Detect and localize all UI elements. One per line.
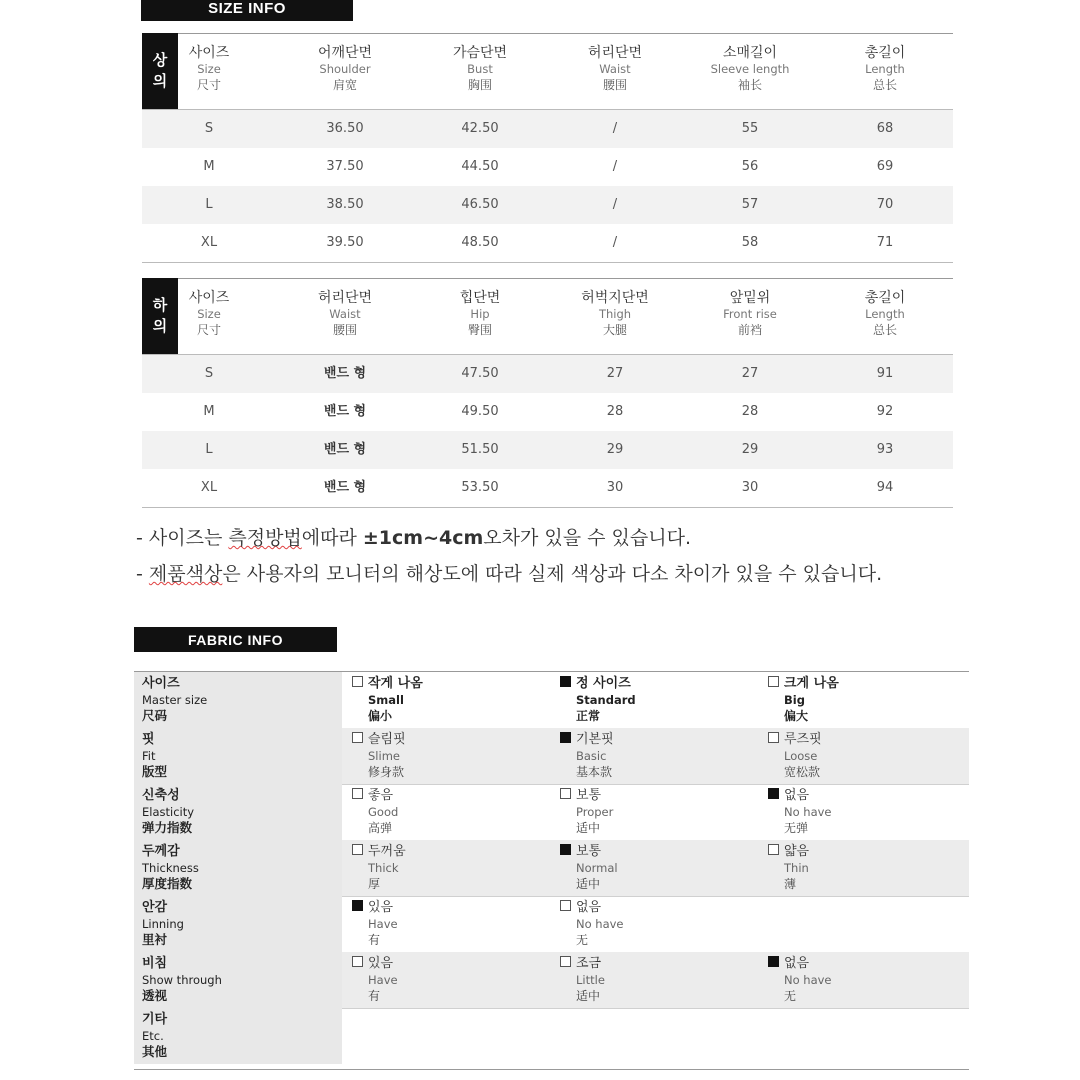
option-cn: 高弹 [368,821,393,835]
option-ko: 슬림핏 [368,732,406,747]
option-label [560,676,636,692]
header-ko: 앞밑위 [729,290,771,306]
column-header [134,290,284,338]
option-label [560,788,613,804]
fabric-row-label [134,840,342,896]
fabric-row-label [134,896,342,952]
label-en: Fit [142,749,156,763]
table-row [142,355,953,393]
option-en: No have [576,917,624,931]
option-cn: 无 [576,933,589,947]
label-ko: 핏 [142,732,155,747]
option-label [560,956,605,972]
label-ko: 기타 [142,1012,168,1027]
fabric-info-title: FABRIC INFO [134,627,337,652]
table-cell: 밴드 형 [323,366,367,381]
table-cell: 68 [876,121,894,136]
option-en: Have [368,973,398,987]
label-en: Elasticity [142,805,195,819]
size-info-title: SIZE INFO [141,0,353,21]
header-cn: 总长 [872,78,897,92]
label-text [142,900,184,948]
label-cn: 版型 [142,764,168,779]
table-cell: 밴드 형 [323,442,367,457]
table-cell: 91 [876,366,894,381]
table-cell: M [203,159,215,174]
unchecked-box-icon [560,788,571,799]
option-cn: 适中 [576,821,601,835]
table-cell: 70 [876,197,894,212]
column-header [540,45,690,93]
option-label [352,844,406,860]
option-label [352,732,406,748]
size-note: - 사이즈는 측정방법에따라 ±1cm~4cm오차가 있을 수 있습니다. [136,527,691,549]
fabric-row [134,784,969,841]
option-cn: 基本款 [576,765,613,779]
fabric-option [352,676,423,724]
unchecked-box-icon [768,732,779,743]
header-ko: 사이즈 [188,290,230,306]
option-cn: 无弹 [784,821,809,835]
option-ko: 좋음 [368,788,394,803]
tab-char: 의 [152,317,168,335]
option-en: Standard [576,693,636,707]
fabric-row-label [134,952,342,1008]
table-cell: 29 [741,442,759,457]
label-ko: 안감 [142,900,168,915]
header-en: Waist [599,62,631,76]
table-row [142,469,953,507]
fabric-row [134,896,969,953]
header-cn: 臀围 [467,323,492,337]
option-en: Thin [784,861,809,875]
table-row [142,110,953,148]
header-en: Front rise [723,307,777,321]
option-ko: 정 사이즈 [576,676,631,691]
header-cn: 胸围 [467,78,492,92]
fabric-option [352,732,406,780]
label-ko: 사이즈 [142,676,180,691]
header-ko: 힙단면 [459,290,501,306]
column-header [810,290,960,338]
fabric-row-label [134,1008,342,1064]
table-cell: L [205,442,213,457]
table-cell: 57 [741,197,759,212]
fabric-option [768,844,809,892]
option-en: Thick [368,861,399,875]
option-en: Normal [576,861,618,875]
option-cn: 无 [784,989,797,1003]
row-shade [342,840,969,896]
checked-box-icon [768,788,779,799]
header-cn: 腰围 [602,78,627,92]
column-header [405,290,555,338]
table-cell: S [204,121,214,136]
label-text [142,956,222,1004]
header-cn: 肩宽 [332,78,357,92]
fabric-option [768,956,832,1004]
label-en: Master size [142,693,208,707]
label-cn: 里衬 [142,932,168,947]
option-en: No have [784,805,832,819]
table-border [142,33,953,34]
fabric-option [560,676,636,724]
tab-char: 상 [152,51,168,69]
option-ko: 조금 [576,956,602,971]
column-header [675,45,825,93]
header-ko: 총길이 [864,45,906,61]
option-ko: 두꺼움 [368,844,406,859]
table-cell: / [612,235,618,250]
table-cell: 42.50 [461,121,499,136]
unchecked-box-icon [352,844,363,855]
option-label [352,956,398,972]
header-ko: 허리단면 [317,290,373,306]
table-cell: 92 [876,404,894,419]
row-shade [342,728,969,784]
checked-box-icon [560,732,571,743]
table-cell: 53.50 [461,480,499,495]
option-en: Slime [368,749,400,763]
table-cell: 47.50 [461,366,499,381]
option-cn: 正常 [576,709,601,723]
option-ko: 얇음 [784,844,810,859]
header-cn: 尺寸 [196,323,221,337]
option-cn: 偏大 [784,709,809,723]
header-en: Size [197,307,221,321]
table-row [142,393,953,431]
option-cn: 薄 [784,877,797,891]
table-cell: 29 [606,442,624,457]
option-cn: 厚 [368,877,381,891]
unchecked-box-icon [352,956,363,967]
table-cell: 71 [876,235,894,250]
tab-char: 하 [152,296,168,314]
fabric-option [560,732,614,780]
table-row [142,186,953,224]
fabric-row-label [134,672,342,728]
tab-char: 의 [152,72,168,90]
header-cn: 大腿 [602,323,627,337]
table-border [142,507,953,508]
header-en: Waist [329,307,361,321]
header-cn: 腰围 [332,323,357,337]
table-cell: 28 [606,404,624,419]
header-ko: 허리단면 [587,45,643,61]
header-ko: 사이즈 [188,45,230,61]
option-ko: 없음 [784,956,810,971]
checked-box-icon [352,900,363,911]
table-cell: 48.50 [461,235,499,250]
column-header [675,290,825,338]
option-cn: 适中 [576,989,601,1003]
header-ko: 총길이 [864,290,906,306]
unchecked-box-icon [352,732,363,743]
header-ko: 소매길이 [722,45,778,61]
header-ko: 허벅지단면 [581,290,649,306]
table-cell: 44.50 [461,159,499,174]
option-en: Loose [784,749,818,763]
column-header [270,290,420,338]
fabric-option [768,732,822,780]
option-cn: 宽松款 [784,765,821,779]
column-header [270,45,420,93]
table-cell: XL [200,480,218,495]
option-cn: 适中 [576,877,601,891]
bottom-size-table [142,278,953,508]
fabric-option [560,900,624,948]
fabric-row-label [134,784,342,840]
table-cell: 38.50 [326,197,364,212]
table-cell: / [612,197,618,212]
option-label [352,676,423,692]
header-ko: 어깨단면 [317,45,373,61]
column-header [134,45,284,93]
fabric-option [560,956,605,1004]
fabric-option [768,788,832,836]
fabric-row [134,952,969,1009]
label-cn: 其他 [142,1044,168,1059]
unchecked-box-icon [560,956,571,967]
table-cell: 27 [606,366,624,381]
option-en: Basic [576,749,607,763]
label-text [142,676,207,724]
option-en: Have [368,917,398,931]
header-cn: 前裆 [737,323,762,337]
label-ko: 신축성 [142,788,180,803]
header-en: Sleeve length [710,62,790,76]
header-en: Size [197,62,221,76]
option-en: Little [576,973,605,987]
table-cell: 51.50 [461,442,499,457]
table-cell: 30 [606,480,624,495]
unchecked-box-icon [352,788,363,799]
fabric-row-label [134,728,342,784]
table-cell: 69 [876,159,894,174]
fabric-row [134,672,969,729]
fabric-row [134,840,969,897]
label-cn: 弹力指数 [142,820,193,835]
table-cell: 93 [876,442,894,457]
option-label [352,788,398,804]
option-ko: 없음 [576,900,602,915]
column-header [540,290,690,338]
table-cell: 30 [741,480,759,495]
header-cn: 袖长 [737,78,762,92]
option-cn: 有 [368,989,381,1003]
table-cell: 28 [741,404,759,419]
top-size-table [142,33,953,263]
table-cell: 27 [741,366,759,381]
table-cell: 밴드 형 [323,480,367,495]
unchecked-box-icon [768,844,779,855]
fabric-row [134,1008,969,1064]
option-ko: 보통 [576,788,602,803]
table-cell: 37.50 [326,159,364,174]
fabric-row [134,728,969,785]
header-en: Hip [470,307,490,321]
label-en: Linning [142,917,184,931]
table-cell: L [205,197,213,212]
column-header [405,45,555,93]
label-cn: 透视 [142,988,168,1003]
label-text [142,1012,167,1060]
option-cn: 有 [368,933,381,947]
option-label [768,956,832,972]
option-en: No have [784,973,832,987]
fabric-option [352,956,398,1004]
table-row [142,148,953,186]
header-cn: 尺寸 [196,78,221,92]
option-ko: 있음 [368,900,394,915]
option-en: Big [784,693,805,707]
option-label [768,844,809,860]
option-en: Proper [576,805,614,819]
option-label [768,788,832,804]
table-row [142,224,953,262]
option-ko: 루즈핏 [784,732,822,747]
label-cn: 厚度指数 [142,876,193,891]
option-en: Small [368,693,404,707]
unchecked-box-icon [352,676,363,687]
option-ko: 크게 나옴 [784,676,839,691]
color-note: - 제품색상은 사용자의 모니터의 해상도에 따라 실제 색상과 다소 차이가 있을 수 있습니다. [136,563,883,585]
header-en: Bust [467,62,493,76]
table-border [142,262,953,263]
table-cell: / [612,121,618,136]
label-text [142,788,194,836]
option-label [352,900,398,916]
table-cell: 49.50 [461,404,499,419]
checked-box-icon [560,676,571,687]
checked-box-icon [768,956,779,967]
table-cell: 39.50 [326,235,364,250]
label-en: Thickness [142,861,199,875]
header-ko: 가슴단면 [452,45,508,61]
label-text [142,844,199,892]
option-ko: 기본핏 [576,732,614,747]
table-cell: M [203,404,215,419]
fabric-bottom-border [134,1069,969,1070]
checked-box-icon [560,844,571,855]
table-cell: 56 [741,159,759,174]
table-cell: / [612,159,618,174]
fabric-info-table [134,672,969,1069]
label-ko: 두께감 [142,844,180,859]
table-cell: S [204,366,214,381]
table-row [142,431,953,469]
unchecked-box-icon [560,900,571,911]
fabric-option [768,676,839,724]
table-cell: 58 [741,235,759,250]
option-ko: 보통 [576,844,602,859]
label-cn: 尺码 [142,708,168,723]
option-ko: 있음 [368,956,394,971]
fabric-option [560,844,618,892]
table-cell: 46.50 [461,197,499,212]
table-cell: 94 [876,480,894,495]
header-en: Thigh [598,307,632,321]
option-label [560,844,618,860]
unchecked-box-icon [768,676,779,687]
option-label [768,676,839,692]
table-cell: 밴드 형 [323,404,367,419]
label-ko: 비침 [142,956,168,971]
option-cn: 偏小 [368,709,393,723]
label-en: Show through [142,973,222,987]
table-cell: 36.50 [326,121,364,136]
option-label [560,900,624,916]
label-en: Etc. [142,1029,164,1043]
fabric-option [352,900,398,948]
option-ko: 없음 [784,788,810,803]
column-header [810,45,960,93]
table-cell: XL [200,235,218,250]
row-shade [342,952,969,1008]
fabric-option [560,788,613,836]
header-en: Length [865,307,905,321]
label-text [142,732,167,780]
header-en: Shoulder [319,62,371,76]
header-cn: 总长 [872,323,897,337]
option-cn: 修身款 [368,765,405,779]
table-cell: 55 [741,121,759,136]
option-ko: 작게 나옴 [368,676,423,691]
option-label [768,732,822,748]
fabric-option [352,788,398,836]
table-border [142,278,953,279]
fabric-option [352,844,406,892]
option-en: Good [368,805,399,819]
option-label [560,732,614,748]
header-en: Length [865,62,905,76]
